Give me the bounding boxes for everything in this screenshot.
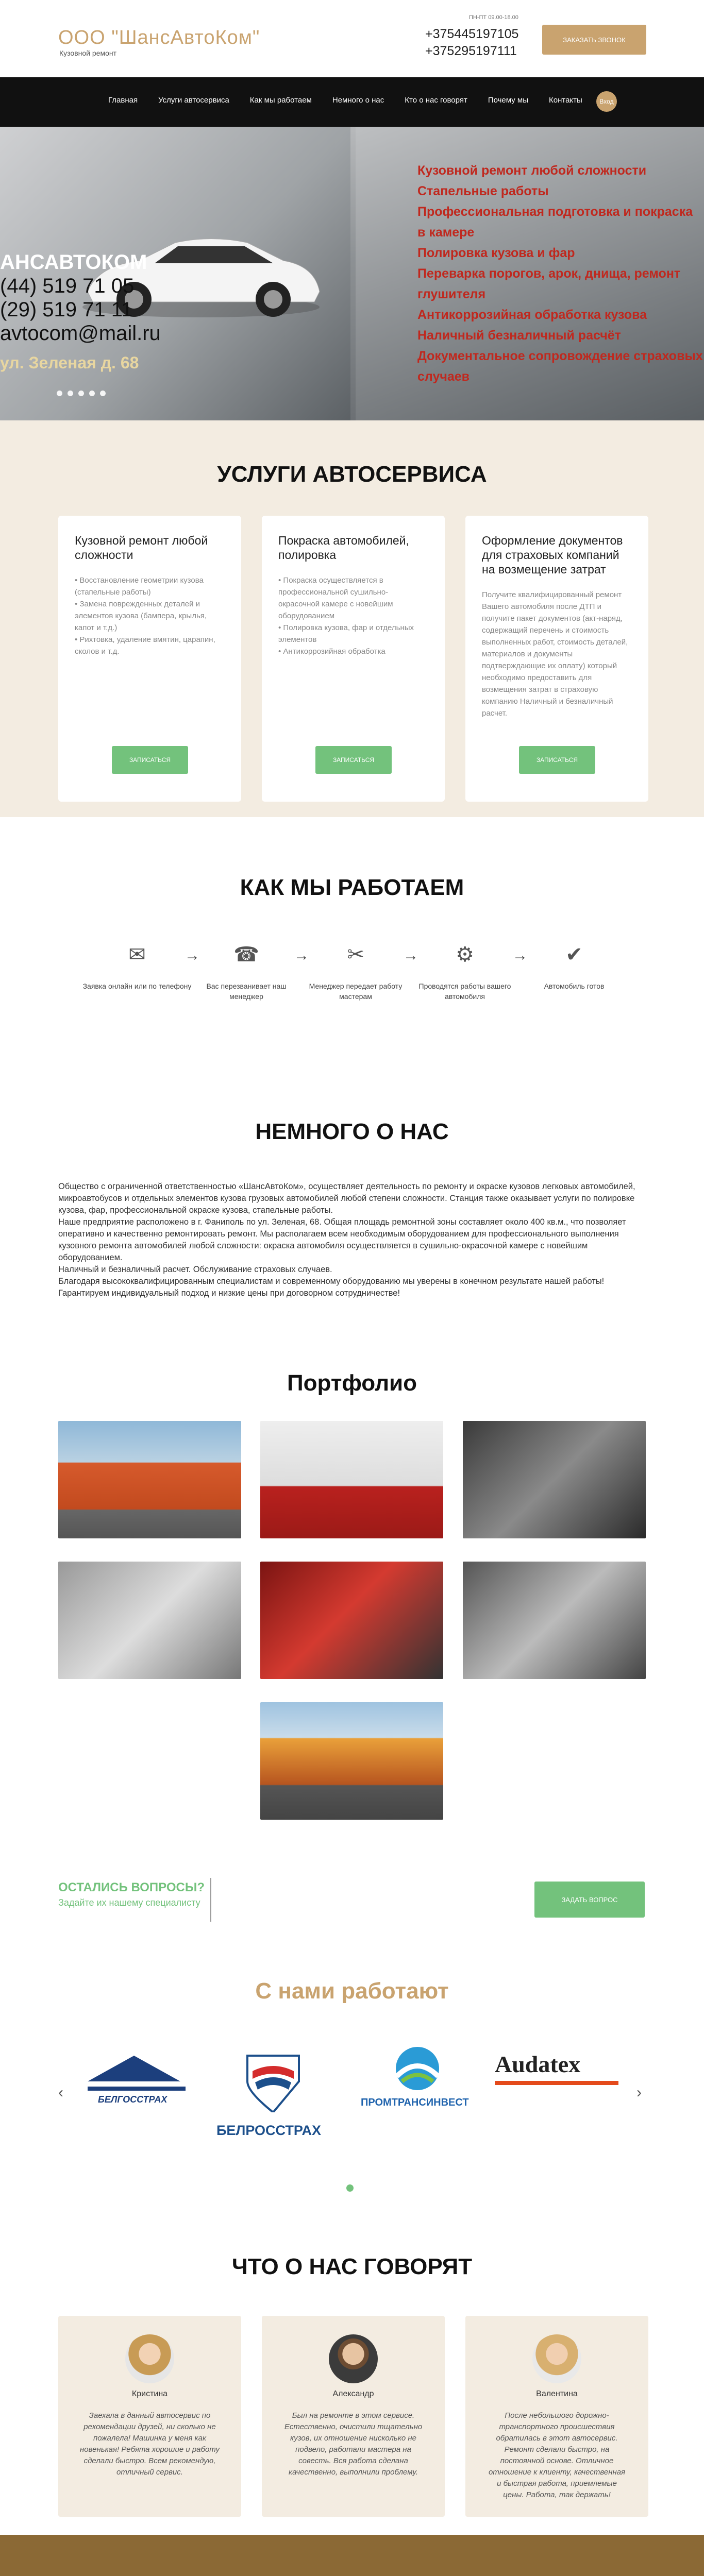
promtransinvest-logo-icon bbox=[387, 2045, 448, 2092]
site-header bbox=[0, 0, 704, 77]
nav-item[interactable]: Немного о нас bbox=[332, 96, 384, 105]
main-nav bbox=[0, 77, 704, 127]
partner-name: ПРОМТРАНСИНВЕСТ bbox=[361, 2097, 469, 2108]
divider bbox=[210, 1878, 211, 1922]
belrosstrakh-shield-icon bbox=[242, 2050, 304, 2112]
step-text: Проводятся работы вашего автомобиля bbox=[418, 982, 511, 1001]
signup-button[interactable]: ЗАПИСАТЬСЯ bbox=[315, 746, 392, 774]
hero-left-panel bbox=[0, 127, 350, 420]
nav-item[interactable]: Как мы работаем bbox=[249, 96, 312, 105]
step-text: Вас перезванивает наш менеджер bbox=[206, 982, 287, 1001]
questions-subtitle: Задайте их нашему специалисту bbox=[58, 1897, 200, 1908]
hero-phone-2: (29) 519 71 11 bbox=[0, 298, 133, 321]
hero-list-item: Кузовной ремонт любой сложности bbox=[417, 163, 647, 178]
signup-button[interactable]: ЗАПИСАТЬСЯ bbox=[112, 746, 188, 774]
partner-logo[interactable] bbox=[495, 2050, 629, 2107]
reviews-list bbox=[58, 2316, 648, 2517]
portfolio-photo[interactable] bbox=[260, 1421, 443, 1538]
nav-item[interactable]: Почему мы bbox=[488, 96, 529, 105]
hero-brand: АНСАВТОКОМ bbox=[0, 251, 147, 274]
portfolio-photo[interactable] bbox=[260, 1702, 443, 1820]
review-text: После небольшого дорожно-транспортного происшествия обратилась в этот автосервис. Ремонт сделали быстро, на постоянной основе. Отличное отношение к клиенту, качественная и быстрая работа, приемлемые цены. Работа, так держать! bbox=[488, 2411, 626, 2499]
slider-dot[interactable] bbox=[89, 391, 95, 396]
service-card-text: Получите квалифицированный ремонт Вашего автомобиля после ДТП и получите пакет документов (акт-наряд, содержащий перечень и стоимость выполненных работ, стоимость деталей, материалов и документы подтверждающие их оплату) который необходимо предоставить для возмещения затрат в страховую компанию Наличный и безналичный расчет. bbox=[482, 590, 628, 718]
portfolio-photo[interactable] bbox=[463, 1562, 646, 1679]
hero-list-item: Документальное сопровождение страховых случаев bbox=[417, 349, 703, 384]
review-author: Александр bbox=[332, 2389, 374, 2398]
services-section bbox=[0, 420, 704, 817]
partner-logo[interactable] bbox=[211, 2050, 345, 2154]
hero-address: ул. Зеленая д. 68 bbox=[0, 353, 139, 372]
questions-block bbox=[58, 1880, 213, 1908]
portfolio-photo[interactable] bbox=[58, 1421, 241, 1538]
ask-question-button[interactable]: ЗАДАТЬ ВОПРОС bbox=[534, 1882, 645, 1918]
arrow-right-icon: → bbox=[403, 947, 418, 964]
hero-services-list bbox=[417, 160, 704, 387]
portfolio-photo[interactable] bbox=[463, 1421, 646, 1538]
logo-title[interactable]: ООО "ШансАвтоКом" bbox=[58, 27, 260, 48]
review-card bbox=[58, 2316, 241, 2517]
hero-list-item: Антикоррозийная обработка кузова bbox=[417, 308, 647, 322]
portfolio-photo[interactable] bbox=[260, 1562, 443, 1679]
checkmark-icon: ✔ bbox=[565, 943, 583, 966]
step-text: Автомобиль готов bbox=[544, 982, 605, 990]
service-card-title: Покраска автомобилей, полировка bbox=[278, 534, 409, 562]
service-card-title: Оформление документов для страховых компаний на возмещение затрат bbox=[482, 534, 623, 576]
slider-dot[interactable] bbox=[78, 391, 84, 396]
login-circle[interactable]: Вход bbox=[596, 91, 617, 112]
avatar bbox=[329, 2334, 378, 2383]
partner-logo[interactable] bbox=[350, 2045, 484, 2123]
arrow-right-icon: → bbox=[294, 947, 309, 964]
partner-name: БЕЛРОССТРАХ bbox=[216, 2123, 321, 2138]
review-text: Заехала в данный автосервис по рекомендации друзей, ни сколько не пожалела! Машинка у меня как новенькая! Ребята хорошие и работу сделали быстро. Всем рекомендую, отличный сервис. bbox=[80, 2411, 220, 2477]
hero-left-text bbox=[0, 250, 161, 345]
service-card bbox=[262, 516, 445, 802]
service-card-text: • Покраска осуществляется в профессиональной сушильно-окрасочной камере с новейшим оборудованием • Полировка кузова, фар и отдельных элементов • Антикоррозийная обработка bbox=[278, 576, 414, 656]
reviews-title: ЧТО О НАС ГОВОРЯТ bbox=[231, 2254, 473, 2279]
partner-name: Audatex bbox=[495, 2051, 581, 2077]
phone-1[interactable]: +375445197105 bbox=[425, 27, 519, 41]
slider-dot[interactable] bbox=[100, 391, 106, 396]
partners-title: С нами работают bbox=[255, 1978, 449, 2004]
services-title: УСЛУГИ АВТОСЕРВИСА bbox=[217, 462, 487, 487]
service-card-text: • Восстановление геометрии кузова (стапельные работы) • Замена поврежденных деталей и элементов кузова (бампера, крылья, капот и т.д.) • Рихтовка, удаление вмятин, царапин, сколов и т.д. bbox=[75, 576, 215, 656]
carousel-dot[interactable] bbox=[346, 2184, 354, 2192]
tools-icon: ✂ bbox=[347, 943, 364, 966]
slider-dot[interactable] bbox=[57, 391, 62, 396]
step bbox=[410, 937, 528, 1002]
service-card bbox=[465, 516, 648, 802]
wrench-icon: ⚙ bbox=[456, 943, 474, 966]
slider-dot[interactable] bbox=[68, 391, 73, 396]
service-card-title: Кузовной ремонт любой сложности bbox=[75, 534, 208, 562]
about-title: НЕМНОГО О НАС bbox=[255, 1119, 449, 1144]
step-text: Менеджер передает работу мастерам bbox=[309, 982, 403, 1001]
step bbox=[192, 937, 309, 1002]
review-card bbox=[465, 2316, 648, 2517]
partner-logo[interactable] bbox=[77, 2050, 196, 2112]
review-text: Был на ремонте в этом сервисе. Естественно, очистили тщательно кузов, их отношение нисколько не подвело, работали мастера на совесть. Вся работа сделана качественно, выполнили проблему. bbox=[284, 2411, 423, 2477]
reasons-section bbox=[0, 2535, 704, 2576]
slider-dots bbox=[57, 391, 106, 396]
phone-2[interactable]: +375295197111 bbox=[425, 44, 517, 58]
arrow-right-icon: → bbox=[512, 947, 528, 964]
envelope-icon: ✉ bbox=[128, 943, 146, 966]
chevron-left-icon[interactable]: ‹ bbox=[58, 2084, 63, 2101]
hero-list-item: Наличный безналичный расчёт bbox=[417, 328, 621, 343]
partner-name: БЕЛГОССТРАХ bbox=[98, 2094, 167, 2105]
avatar bbox=[125, 2334, 174, 2383]
portfolio-title: Портфолио bbox=[287, 1370, 417, 1396]
nav-item[interactable]: Контакты bbox=[549, 96, 582, 105]
review-author: Кристина bbox=[131, 2389, 168, 2398]
nav-item[interactable]: Главная bbox=[108, 96, 138, 105]
hero-list-item: Переварка порогов, арок, днища, ремонт глушителя bbox=[417, 266, 681, 301]
header-phones bbox=[425, 26, 518, 60]
step bbox=[301, 937, 418, 1002]
step-text: Заявка онлайн или по телефону bbox=[82, 982, 192, 990]
about-text: Общество с ограниченной ответственностью «ШансАвтоКом», осуществляет деятельность по ремонту и окраске кузовов легковых автомобилей, микроавтобусов и отдельных элементов кузова грузовых автомобилей любой степени сложности. Станция также оказывает услуги по полировке кузова, фар, профессиональной окраске кузова, стапельные работы. Наше предприятие расположено в г. Фаниполь по ул. Зеленая, 68. Общая площадь ремонтной зоны составляет около 400 кв.м., что позволяет оперативно и качественно ремонтировать ремонт. Мы располагаем всем необходимым оборудованием для профессионального выполнения кузовного ремонта автомобилей любой сложности: окраска автомобиля осуществляется в сушильно-окрасочной камере с новейшим оборудованием. Наличный и безналичный расчет. Обслуживание страховых случаев. Благодаря высококвалифицированным специалистам и современному оборудованию мы уверены в конечном результате нашей работы! Гарантируем индивидуальный подход и низкие цены при договорном сотрудничестве! bbox=[58, 1182, 635, 1298]
hero-slider bbox=[0, 127, 704, 420]
call-request-button[interactable]: ЗАКАЗАТЬ ЗВОНОК bbox=[542, 25, 646, 55]
step bbox=[82, 937, 200, 1002]
portfolio-photo[interactable] bbox=[58, 1562, 241, 1679]
work-hours: ПН-ПТ 09.00-18.00 bbox=[469, 14, 518, 21]
partner-tagline bbox=[495, 2081, 618, 2085]
nav-item[interactable]: Услуги автосервиса bbox=[158, 96, 229, 105]
step bbox=[519, 937, 629, 1002]
questions-title: ОСТАЛИСЬ ВОПРОСЫ? bbox=[58, 1880, 205, 1894]
arrow-right-icon: → bbox=[185, 947, 200, 964]
work-steps bbox=[82, 937, 629, 1002]
hero-list-item: Полировка кузова и фар bbox=[417, 246, 575, 260]
review-card bbox=[262, 2316, 445, 2517]
logo-subtitle: Кузовной ремонт bbox=[59, 49, 116, 57]
nav-item[interactable]: Кто о нас говорят bbox=[405, 96, 467, 105]
chevron-right-icon[interactable]: › bbox=[636, 2084, 642, 2101]
hero-email: avtocom@mail.ru bbox=[0, 322, 161, 345]
hero-list-item: Профессиональная подготовка и покраска в камере bbox=[417, 205, 693, 240]
phone-icon: ☎ bbox=[233, 943, 259, 966]
signup-button[interactable]: ЗАПИСАТЬСЯ bbox=[519, 746, 595, 774]
partners-carousel bbox=[0, 2020, 704, 2174]
avatar bbox=[532, 2334, 581, 2383]
hero-phone-1: (44) 519 71 05 bbox=[0, 275, 135, 297]
review-author: Валентина bbox=[536, 2389, 578, 2398]
hero-list-item: Стапельные работы bbox=[417, 184, 549, 198]
how-title: КАК МЫ РАБОТАЕМ bbox=[240, 875, 464, 900]
service-card bbox=[58, 516, 241, 802]
